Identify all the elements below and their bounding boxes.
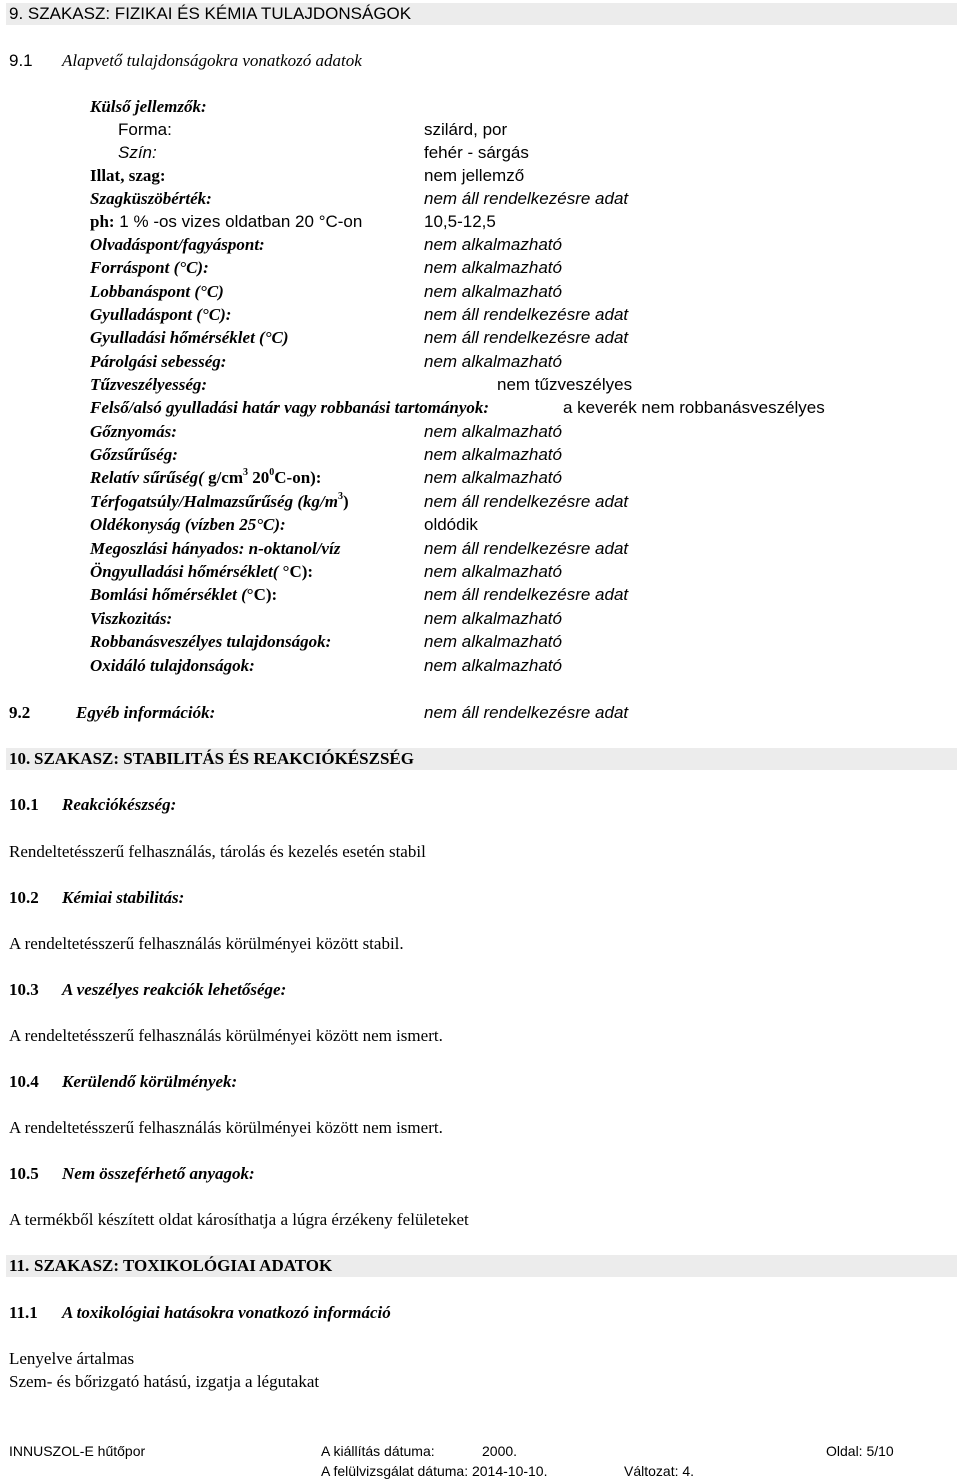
partition-value: nem áll rendelkezésre adat xyxy=(424,539,629,558)
melting-value: nem alkalmazható xyxy=(424,235,562,254)
flash-value: nem alkalmazható xyxy=(424,282,562,301)
ignition-temp-value: nem áll rendelkezésre adat xyxy=(424,328,629,347)
rel-density-sup-2: 0 xyxy=(269,467,275,479)
decomposition-value: nem áll rendelkezésre adat xyxy=(424,585,629,604)
ph-value: 10,5-12,5 xyxy=(424,212,496,231)
bulk-density-sup: 3 xyxy=(337,491,343,503)
subsection-10-3-text: A rendeltetésszerű felhasználás körülményei között nem ismert. xyxy=(9,1026,443,1045)
autoignition-part-b: °C): xyxy=(278,562,314,581)
footer-issue-value: 2000. xyxy=(482,1443,518,1459)
color-value: fehér - sárgás xyxy=(424,143,529,162)
autoignition-value: nem alkalmazható xyxy=(424,562,562,581)
autoignition-part-a: Öngyulladási hőmérséklet( xyxy=(90,562,279,581)
solubility-value: oldódik xyxy=(424,515,478,534)
bulk-density-part-b: ) xyxy=(342,492,349,511)
ignition-temp-label: Gyulladási hőmérséklet (°C) xyxy=(90,328,289,347)
footer-product: INNUSZOL-E hűtőpor xyxy=(9,1443,146,1459)
rel-density-part-a: Relatív sűrűség( xyxy=(90,468,204,487)
section-11-number: 11. xyxy=(9,1256,30,1275)
subsection-10-3-title: A veszélyes reakciók lehetősége: xyxy=(62,980,287,999)
bulk-density-part-a: Térfogatsúly/Halmazsűrűség (kg/m xyxy=(90,492,338,511)
color-label: Szín: xyxy=(118,143,157,162)
external-label: Külső jellemzők: xyxy=(90,97,207,116)
melting-label: Olvadáspont/fagyáspont: xyxy=(90,235,265,254)
form-value: szilárd, por xyxy=(424,120,508,139)
bulk-density-value: nem áll rendelkezésre adat xyxy=(424,492,629,511)
decomposition-part-b: °C): xyxy=(246,585,278,604)
relative-density-value: nem alkalmazható xyxy=(424,468,562,487)
footer-review-date: A felülvizsgálat dátuma: 2014-10-10. xyxy=(321,1463,548,1479)
rel-density-part-b: g/cm xyxy=(203,468,243,487)
subsection-11-1-number: 11.1 xyxy=(9,1303,38,1322)
decomposition-label xyxy=(90,585,277,605)
explosion-limits-value: a keverék nem robbanásveszélyes xyxy=(563,398,825,417)
subsection-10-1-text: Rendeltetésszerű felhasználás, tárolás és kezelés esetén stabil xyxy=(9,842,426,861)
odor-threshold-label: Szagküszöbérték: xyxy=(90,189,212,208)
ph-label xyxy=(90,212,362,232)
oxidizing-label: Oxidáló tulajdonságok: xyxy=(90,656,255,675)
explosive-value: nem alkalmazható xyxy=(424,632,562,651)
evaporation-label: Párolgási sebesség: xyxy=(90,352,227,371)
subsection-9-2-number: 9.2 xyxy=(9,703,31,722)
subsection-9-1-number: 9.1 xyxy=(9,51,33,70)
subsection-9-2-value: nem áll rendelkezésre adat xyxy=(424,703,629,722)
section-10-title: SZAKASZ: STABILITÁS ÉS REAKCIÓKÉSZSÉG xyxy=(34,749,414,768)
viscosity-value: nem alkalmazható xyxy=(424,609,562,628)
boiling-value: nem alkalmazható xyxy=(424,258,562,277)
partition-label: Megoszlási hányados: n-oktanol/víz xyxy=(90,539,341,558)
subsection-10-5-number: 10.5 xyxy=(9,1164,39,1183)
evaporation-value: nem alkalmazható xyxy=(424,352,562,371)
subsection-10-2-title: Kémiai stabilitás: xyxy=(62,888,185,907)
explosion-limits-label: Felső/alsó gyulladási határ vagy robbanási tartományok: xyxy=(90,398,490,417)
viscosity-label: Viszkozitás: xyxy=(90,609,173,628)
rel-density-part-d: C-on): xyxy=(274,468,322,487)
decomposition-part-a: Bomlási hőmérséklet ( xyxy=(90,585,247,604)
subsection-10-1-number: 10.1 xyxy=(9,795,39,814)
ph-label-bold: ph: xyxy=(90,212,115,231)
relative-density-label xyxy=(90,468,321,488)
boiling-label: Forráspont (°C): xyxy=(90,258,209,277)
flash-label: Lobbanáspont (°C) xyxy=(90,282,224,301)
subsection-10-4-title: Kerülendő körülmények: xyxy=(62,1072,238,1091)
subsection-10-5-title: Nem összeférhető anyagok: xyxy=(62,1164,255,1183)
fire-hazard-label: Tűzveszélyesség: xyxy=(90,375,208,394)
footer-issue-label: A kiállítás dátuma: xyxy=(321,1443,435,1459)
subsection-10-3-number: 10.3 xyxy=(9,980,39,999)
ignition-value: nem áll rendelkezésre adat xyxy=(424,305,629,324)
bulk-density-label xyxy=(90,492,349,512)
subsection-10-2-number: 10.2 xyxy=(9,888,39,907)
subsection-10-4-text: A rendeltetésszerű felhasználás körülményei között nem ismert. xyxy=(9,1118,443,1137)
vapor-density-value: nem alkalmazható xyxy=(424,445,562,464)
rel-density-part-c: 20 xyxy=(248,468,270,487)
rel-density-sup-1: 3 xyxy=(243,467,248,479)
vapor-density-label: Gőzsűrűség: xyxy=(90,445,178,464)
footer-version: Változat: 4. xyxy=(624,1463,695,1479)
fire-hazard-value: nem tűzveszélyes xyxy=(497,375,633,394)
section-10-number: 10. xyxy=(9,749,31,768)
subsection-9-1-title: Alapvető tulajdonságokra vonatkozó adatok xyxy=(62,51,362,70)
explosive-label: Robbanásveszélyes tulajdonságok: xyxy=(90,632,332,651)
odor-value: nem jellemző xyxy=(424,166,525,185)
subsection-9-2-title: Egyéb információk: xyxy=(76,703,216,722)
section-11-title: SZAKASZ: TOXIKOLÓGIAI ADATOK xyxy=(34,1256,333,1275)
subsection-10-4-number: 10.4 xyxy=(9,1072,39,1091)
solubility-label: Oldékonyság (vízben 25°C): xyxy=(90,515,286,534)
ignition-label: Gyulladáspont (°C): xyxy=(90,305,232,324)
subsection-10-1-title: Reakciókészség: xyxy=(62,795,177,814)
autoignition-label xyxy=(90,562,313,582)
vapor-pressure-value: nem alkalmazható xyxy=(424,422,562,441)
oxidizing-value: nem alkalmazható xyxy=(424,656,562,675)
form-label: Forma: xyxy=(118,120,172,139)
odor-label: Illat, szag: xyxy=(90,166,166,185)
toxicology-line-1: Lenyelve ártalmas xyxy=(9,1349,135,1368)
odor-threshold-value: nem áll rendelkezésre adat xyxy=(424,189,629,208)
footer-page: Oldal: 5/10 xyxy=(826,1443,894,1459)
vapor-pressure-label: Gőznyomás: xyxy=(90,422,177,441)
subsection-10-2-text: A rendeltetésszerű felhasználás körülményei között stabil. xyxy=(9,934,404,953)
toxicology-line-2: Szem- és bőrizgató hatású, izgatja a légutakat xyxy=(9,1372,320,1391)
subsection-10-5-text: A termékből készített oldat károsíthatja a lúgra érzékeny felületeket xyxy=(9,1210,469,1229)
subsection-11-1-title: A toxikológiai hatásokra vonatkozó információ xyxy=(62,1303,391,1322)
section-9-title: 9. SZAKASZ: FIZIKAI ÉS KÉMIA TULAJDONSÁGOK xyxy=(9,4,412,23)
ph-label-rest: 1 % -os vizes oldatban 20 °C-on xyxy=(114,212,363,231)
